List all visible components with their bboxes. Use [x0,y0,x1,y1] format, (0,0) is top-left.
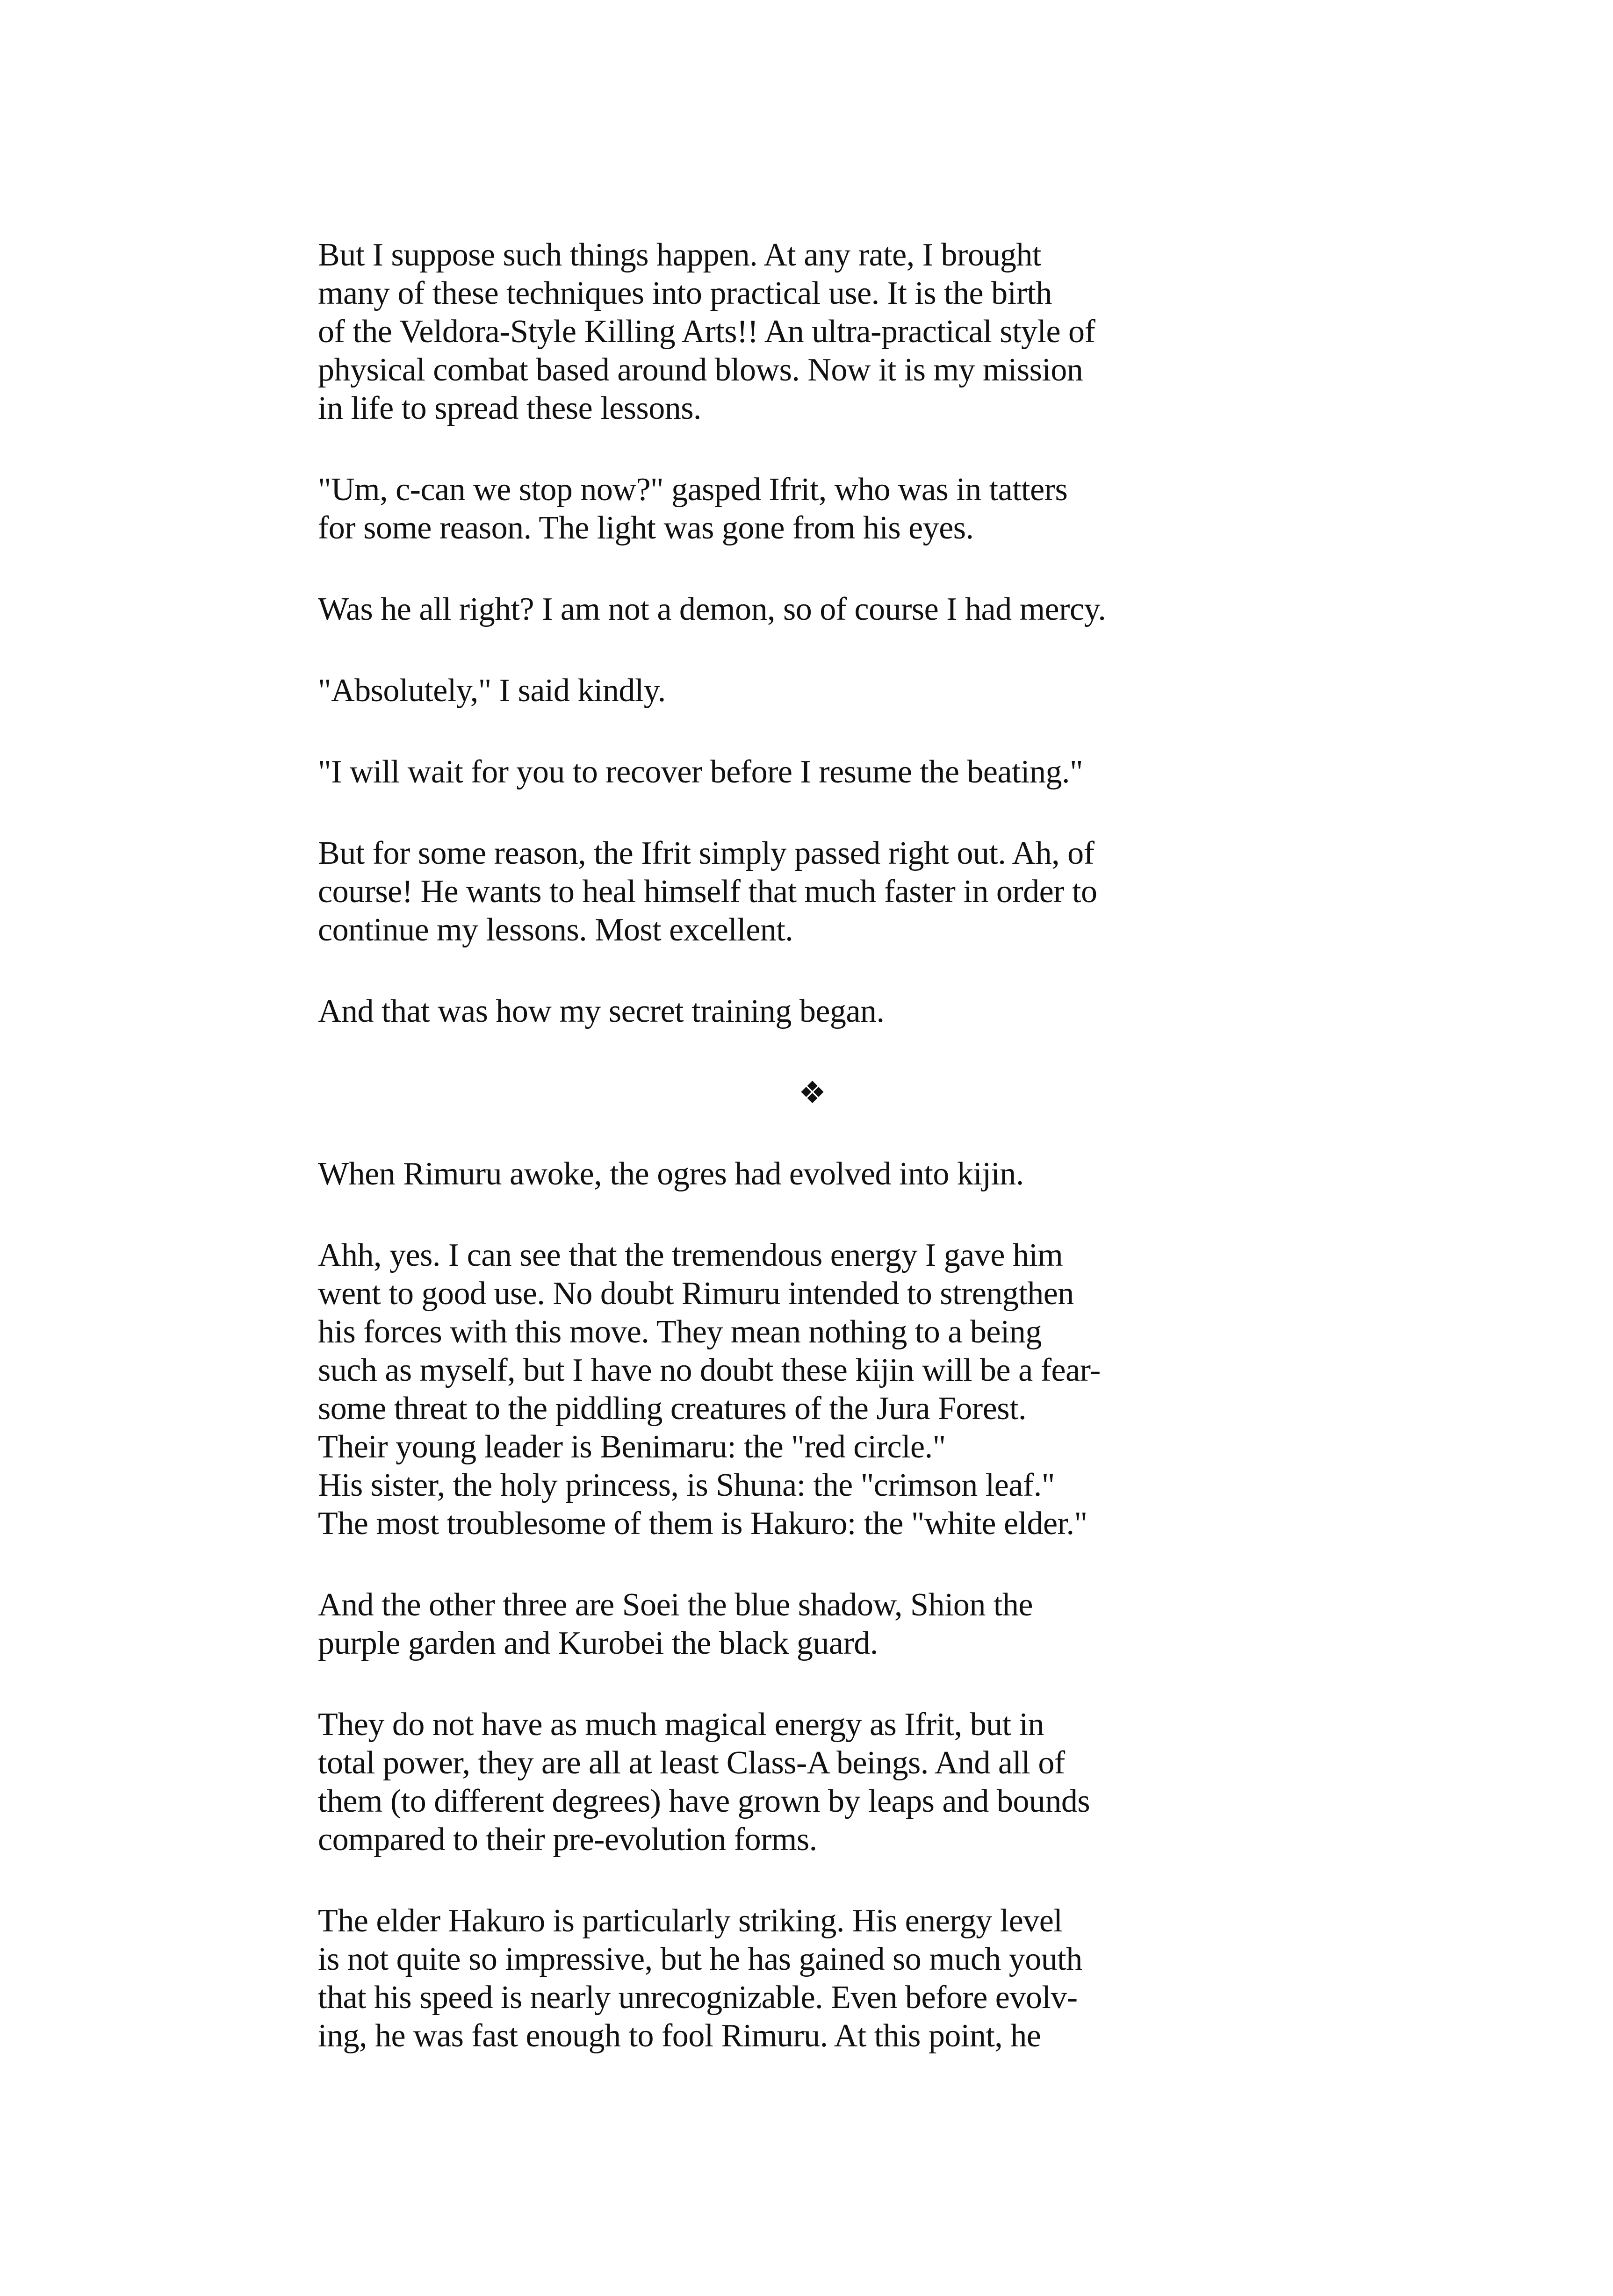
text-line: for some reason. The light was gone from his eyes. [318,510,974,546]
text-line: purple garden and Kurobei the black guard. [318,1625,878,1661]
text-line: is not quite so impressive, but he has gained so much youth [318,1941,1082,1977]
paragraph [318,753,1307,791]
text-line: his forces with this move. They mean nothing to a being [318,1314,1042,1350]
text-line: "I will wait for you to recover before I resume the beating." [318,754,1083,790]
paragraph [318,834,1307,949]
paragraph [318,236,1307,428]
text-line: ing, he was fast enough to fool Rimuru. At this point, he [318,2018,1041,2054]
text-line: of the Veldora-Style Killing Arts!! An ultra-practical style of [318,314,1095,350]
paragraph [318,471,1307,547]
text-line: compared to their pre-evolution forms. [318,1822,817,1858]
text-line: in life to spread these lessons. [318,390,701,426]
text-column [318,236,1307,2098]
text-line: But for some reason, the Ifrit simply passed right out. Ah, of [318,835,1095,871]
text-line: that his speed is nearly unrecognizable. Even before evolv- [318,1980,1078,2016]
text-line: Ahh, yes. I can see that the tremendous energy I gave him [318,1237,1063,1273]
text-line: The elder Hakuro is particularly striking. His energy level [318,1903,1063,1939]
text-line: many of these techniques into practical use. It is the birth [318,275,1052,311]
text-line: them (to different degrees) have grown by leaps and bounds [318,1783,1090,1819]
paragraph [318,992,1307,1031]
paragraph [318,1902,1307,2055]
text-line: went to good use. No doubt Rimuru intended to strengthen [318,1276,1074,1312]
text-line: continue my lessons. Most excellent. [318,912,793,948]
text-line: course! He wants to heal himself that much faster in order to [318,874,1097,910]
text-line: total power, they are all at least Class-A beings. And all of [318,1745,1065,1781]
text-line: They do not have as much magical energy as Ifrit, but in [318,1707,1044,1743]
paragraph [318,1236,1307,1543]
paragraph [318,1586,1307,1663]
text-line: physical combat based around blows. Now it is my mission [318,352,1083,388]
text-line: But I suppose such things happen. At any rate, I brought [318,237,1041,273]
paragraph [318,590,1307,629]
text-line: And the other three are Soei the blue shadow, Shion the [318,1587,1033,1623]
paragraph [318,672,1307,710]
text-line: Their young leader is Benimaru: the "red circle." [318,1429,946,1465]
text-line: some threat to the piddling creatures of the Jura Forest. [318,1391,1026,1427]
text-line: The most troublesome of them is Hakuro: the "white elder." [318,1506,1087,1542]
text-line: "Um, c-can we stop now?" gasped Ifrit, who was in tatters [318,472,1068,508]
text-line: When Rimuru awoke, the ogres had evolved into kijin. [318,1156,1024,1192]
text-line: such as myself, but I have no doubt these kijin will be a fear- [318,1352,1101,1388]
diamond-separator-icon: ❖ [798,1075,827,1111]
text-line: His sister, the holy princess, is Shuna: the "crimson leaf." [318,1467,1055,1503]
text-line: And that was how my secret training began. [318,993,885,1029]
paragraph [318,1706,1307,1859]
section-separator [318,1074,1307,1112]
paragraph [318,1155,1307,1193]
text-line: "Absolutely," I said kindly. [318,673,666,709]
text-line: Was he all right? I am not a demon, so of course I had mercy. [318,591,1106,627]
